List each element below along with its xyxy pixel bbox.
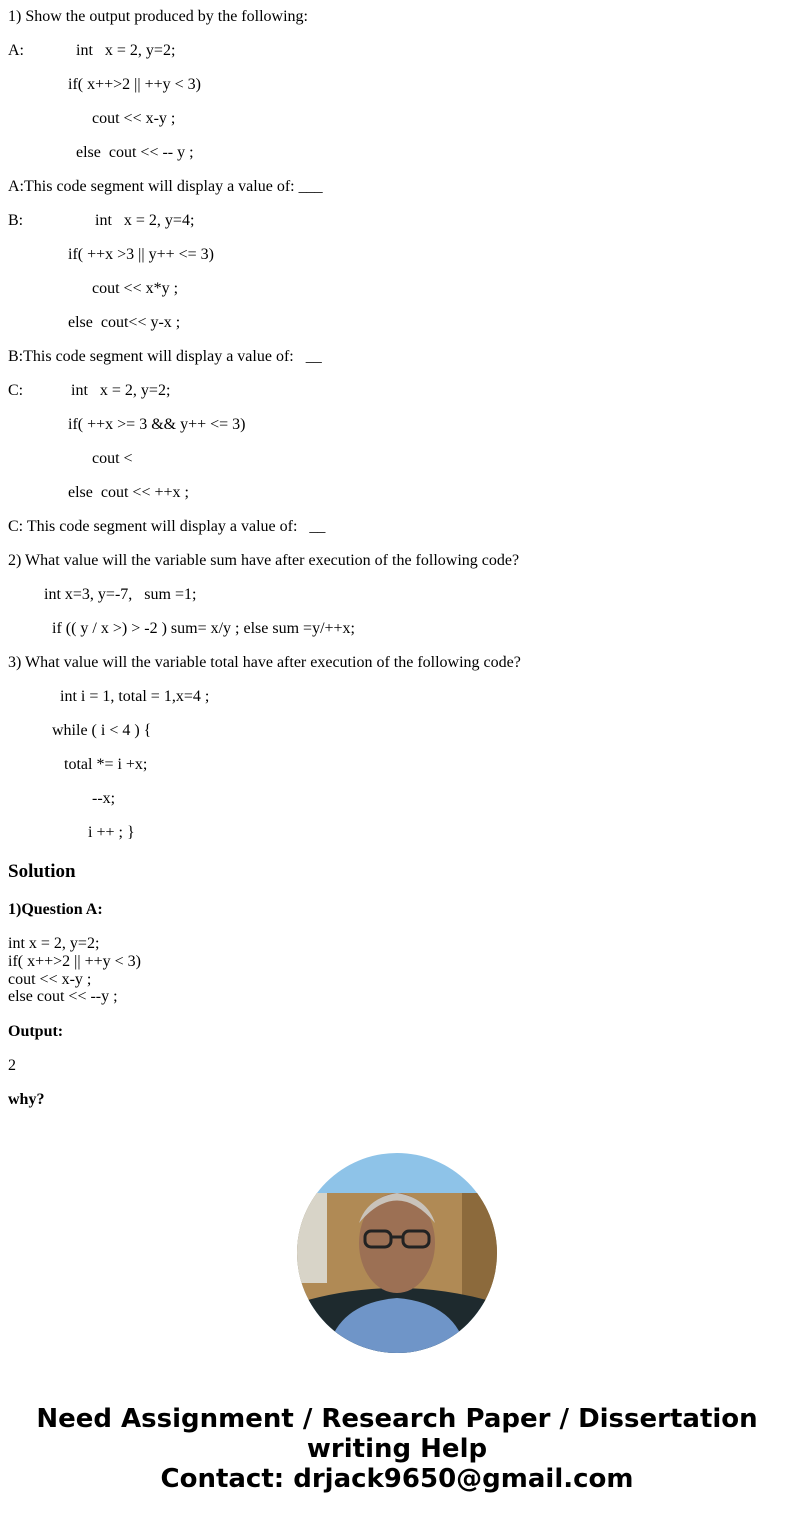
code-line: int i = 1, total = 1,x=4 ; (60, 688, 210, 705)
code-line: else cout<< y-x ; (68, 314, 181, 331)
part-a-prompt: A:This code segment will display a value of: ___ (8, 178, 323, 195)
author-avatar (297, 1153, 497, 1353)
solution-subheading: 1)Question A: (8, 901, 103, 918)
footer-line-2: writing Help (306, 1434, 488, 1464)
part-b-label: B: (8, 212, 24, 229)
footer-contact: Contact: drjack9650@gmail.com (160, 1464, 634, 1494)
code-line: int x = 2, y=4; (95, 212, 195, 229)
output-label: Output: (8, 1023, 64, 1040)
code-line: else cout << ++x ; (68, 484, 189, 501)
code-line: int x = 2, y=2; (71, 382, 171, 399)
code-line: while ( i < 4 ) { (52, 722, 152, 739)
code-line: if( x++>2 || ++y < 3) (68, 76, 201, 93)
part-c-prompt: C: This code segment will display a value of: __ (8, 518, 326, 535)
question-1-title: 1) Show the output produced by the following: (8, 8, 308, 25)
why-label: why? (8, 1091, 45, 1108)
code-line: if (( y / x >) > -2 ) sum= x/y ; else sum =y/++x; (52, 620, 355, 637)
part-a-label: A: (8, 42, 24, 59)
code-line: cout << x-y ; (8, 971, 92, 988)
code-line: int x = 2, y=2; (76, 42, 176, 59)
code-line: else cout << --y ; (8, 988, 118, 1005)
code-line: i ++ ; } (88, 824, 135, 841)
code-line: if( ++x >= 3 && y++ <= 3) (68, 416, 246, 433)
code-line: if( ++x >3 || y++ <= 3) (68, 246, 214, 263)
code-line: int x=3, y=-7, sum =1; (44, 586, 197, 603)
part-b-prompt: B:This code segment will display a value of: __ (8, 348, 322, 365)
output-value: 2 (8, 1057, 16, 1074)
code-line: total *= i +x; (64, 756, 148, 773)
code-line: int x = 2, y=2; (8, 935, 100, 952)
code-line: cout << x-y ; (92, 110, 176, 127)
footer-line-1: Need Assignment / Research Paper / Dissertation (36, 1404, 758, 1434)
code-line: else cout << -- y ; (76, 144, 194, 161)
code-line: if( x++>2 || ++y < 3) (8, 953, 141, 970)
part-c-label: C: (8, 382, 24, 399)
solution-heading: Solution (8, 861, 76, 882)
code-line: --x; (92, 790, 116, 807)
code-line: cout << x*y ; (92, 280, 179, 297)
code-line: cout < (92, 450, 133, 467)
question-2-title: 2) What value will the variable sum have after execution of the following code? (8, 552, 520, 569)
question-3-title: 3) What value will the variable total have after execution of the following code? (8, 654, 521, 671)
